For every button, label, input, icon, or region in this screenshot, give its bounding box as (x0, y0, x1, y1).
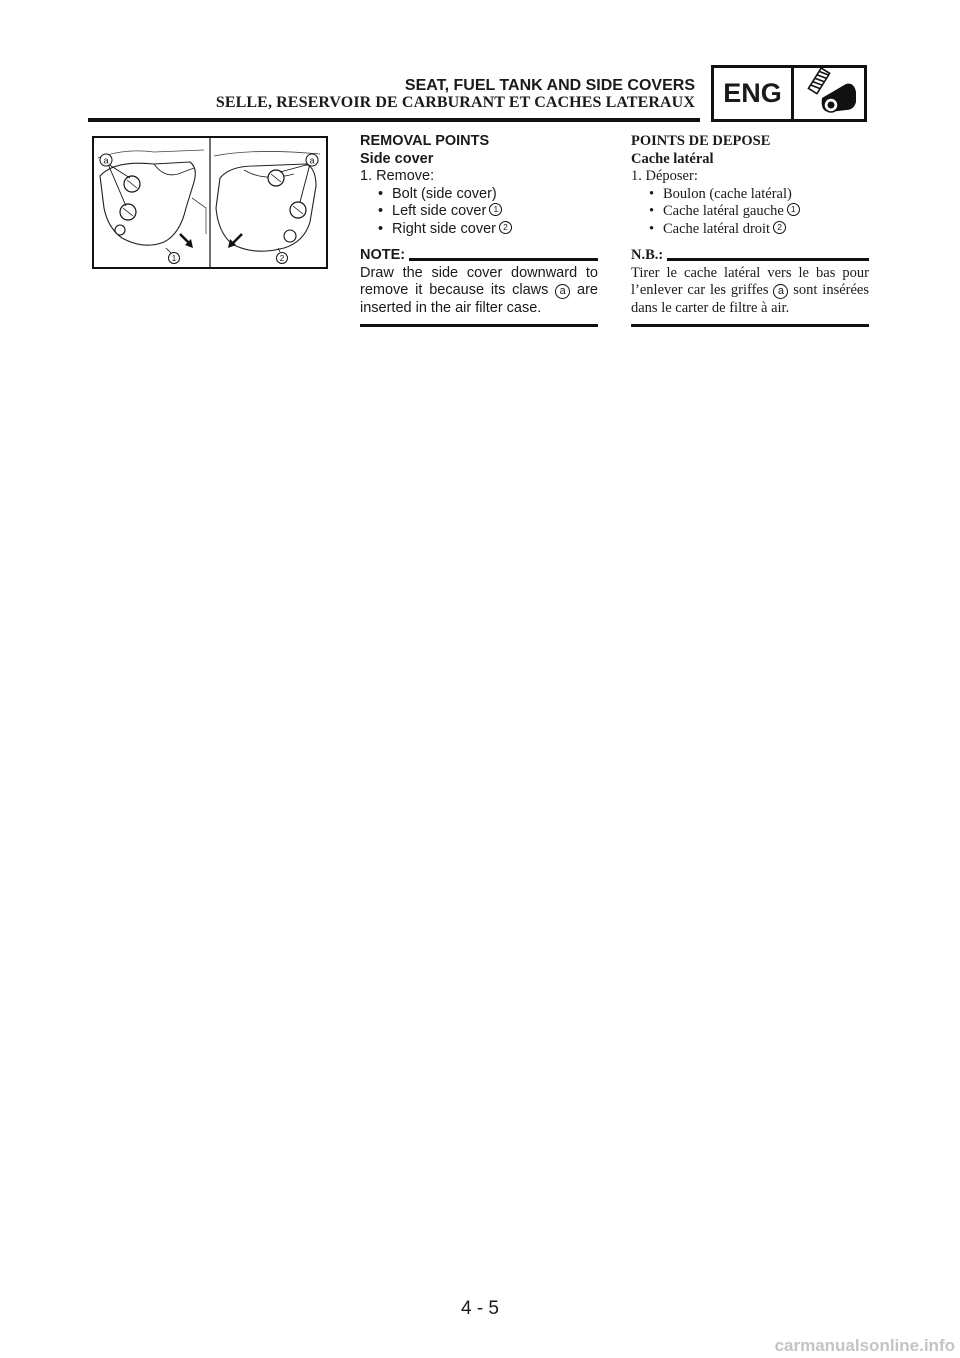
list-item: • Left side cover 1 (360, 203, 598, 221)
list-item: • Bolt (side cover) (378, 185, 497, 202)
note-text-fr: Tirer le cache latéral vers le bas pour l’enlever car les griffes a sont insérées dans le carter de filtre à air. (631, 264, 869, 316)
header-rule (88, 118, 700, 122)
list-item-text: Cache latéral gauche (663, 203, 784, 219)
side-cover-illustration (92, 136, 328, 269)
note-text: Draw the side cover downward to remove it because its claws a are inserted in the air filter case. (360, 264, 598, 316)
note-end-rule-fr (631, 324, 869, 327)
figure-label-claw-right: a (309, 155, 315, 166)
step-remove: 1. Remove: (360, 168, 435, 184)
ref-letter: a (773, 284, 788, 299)
header-title-french: SELLE, RESERVOIR DE CARBURANT ET CACHES LATERAUX (215, 94, 695, 111)
section-tab-label: ENG (714, 68, 794, 119)
note-header-fr (631, 247, 869, 265)
removal-points-heading: REMOVAL POINTS (360, 133, 490, 149)
removal-points-heading-fr: POINTS DE DEPOSE (631, 133, 771, 149)
list-item-text: Right side cover (392, 220, 496, 237)
note-header (360, 247, 598, 265)
list-item: • Right side cover 2 (360, 221, 598, 239)
note-end-rule (360, 324, 598, 327)
ref-number: 2 (773, 221, 786, 234)
list-item: • Cache latéral gauche 1 (631, 203, 869, 221)
figure-label-left-cover: 1 (171, 254, 177, 263)
page-number: 4 - 5 (460, 1298, 500, 1319)
side-cover-subheading: Side cover (360, 150, 434, 167)
list-item-text: Left side cover (392, 203, 487, 219)
list-item: • Boulon (cache latéral) (649, 185, 792, 202)
section-tab (711, 65, 867, 122)
note-label-fr: N.B.: (631, 247, 664, 263)
ref-number: 2 (499, 221, 512, 234)
ref-letter: a (555, 284, 570, 299)
ref-number: 1 (489, 203, 502, 216)
ref-number: 1 (787, 203, 800, 216)
step-remove-fr: 1. Déposer: (631, 168, 698, 184)
english-column (360, 133, 598, 327)
header-title-english: SEAT, FUEL TANK AND SIDE COVERS (404, 77, 695, 94)
list-item-text: Cache latéral droit (663, 220, 771, 237)
french-column (631, 133, 869, 327)
list-item: • Cache latéral droit 2 (631, 221, 869, 239)
engine-bolt-icon (794, 68, 864, 119)
side-cover-subheading-fr: Cache latéral (631, 150, 714, 167)
note-label: NOTE: (360, 247, 406, 263)
list-item-text: Bolt (side cover) (392, 185, 497, 202)
watermark: carmanualsonline.info (774, 1336, 955, 1355)
side-cover-drawing (94, 138, 326, 267)
list-item-text: Boulon (cache latéral) (663, 185, 792, 202)
figure-label-right-cover: 2 (279, 254, 285, 263)
figure-label-claw-left: a (103, 155, 109, 166)
